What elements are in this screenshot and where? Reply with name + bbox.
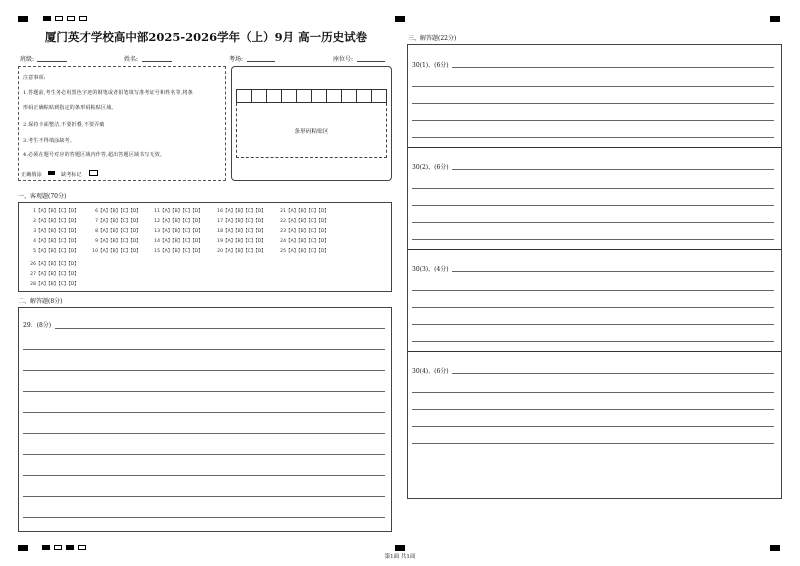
notice-box bbox=[18, 66, 226, 181]
answer-options[interactable]: 【A】【B】【C】【D】 bbox=[36, 262, 79, 267]
answer-options[interactable]: 【A】【B】【C】【D】 bbox=[98, 209, 141, 214]
answer-line[interactable] bbox=[23, 433, 385, 434]
question-number: 22 bbox=[280, 219, 286, 224]
answer-options[interactable]: 【A】【B】【C】【D】 bbox=[36, 272, 79, 277]
answer-line[interactable] bbox=[412, 239, 774, 240]
objective-question-row[interactable] bbox=[151, 248, 203, 254]
subquestion-label: 30(2)、(6分) bbox=[412, 164, 449, 171]
answer-options[interactable]: 【A】【B】【C】【D】 bbox=[36, 229, 79, 234]
objective-question-row[interactable] bbox=[27, 218, 79, 224]
objective-answer-box bbox=[18, 202, 392, 292]
name-label: 姓名: bbox=[124, 56, 139, 63]
objective-question-row[interactable] bbox=[214, 238, 266, 244]
registration-mark-bottom-left bbox=[18, 545, 28, 551]
answer-line[interactable] bbox=[452, 271, 774, 272]
class-field[interactable] bbox=[37, 61, 67, 62]
objective-question-row[interactable] bbox=[277, 248, 329, 254]
answer-options[interactable]: 【A】【B】【C】【D】 bbox=[98, 219, 141, 224]
registration-mark-bottom-right bbox=[770, 545, 780, 551]
question-number: 5 bbox=[33, 249, 36, 254]
answer-line[interactable] bbox=[412, 222, 774, 223]
answer-options[interactable]: 【A】【B】【C】【D】 bbox=[160, 209, 203, 214]
answer-line[interactable] bbox=[23, 454, 385, 455]
answer-line[interactable] bbox=[23, 496, 385, 497]
answer-line[interactable] bbox=[452, 373, 774, 374]
section2-title: 二、解答题(8分) bbox=[18, 298, 63, 305]
answer-options[interactable]: 【A】【B】【C】【D】 bbox=[223, 209, 266, 214]
answer-options[interactable]: 【A】【B】【C】【D】 bbox=[160, 229, 203, 234]
id-number-grid[interactable] bbox=[236, 89, 387, 103]
question-number: 12 bbox=[154, 219, 160, 224]
answer-line[interactable] bbox=[412, 426, 774, 427]
objective-question-row[interactable] bbox=[277, 218, 329, 224]
objective-question-row[interactable] bbox=[27, 281, 79, 287]
answer-options[interactable]: 【A】【B】【C】【D】 bbox=[286, 229, 329, 234]
question-number: 9 bbox=[95, 239, 98, 244]
question-number: 1 bbox=[33, 209, 36, 214]
question-number: 8 bbox=[95, 229, 98, 234]
answer-line[interactable] bbox=[412, 205, 774, 206]
answer-line[interactable] bbox=[412, 392, 774, 393]
page-code-square bbox=[54, 545, 62, 550]
answer-line[interactable] bbox=[412, 137, 774, 138]
answer-options[interactable]: 【A】【B】【C】【D】 bbox=[223, 239, 266, 244]
answer-options[interactable]: 【A】【B】【C】【D】 bbox=[36, 239, 79, 244]
answer-options[interactable]: 【A】【B】【C】【D】 bbox=[160, 219, 203, 224]
exam-title: 厦门英才学校高中部2025-2026学年（上）9月 高一历史试卷 bbox=[44, 30, 368, 44]
answer-line[interactable] bbox=[412, 307, 774, 308]
question-number: 3 bbox=[33, 229, 36, 234]
absent-mark-label: 缺考标记 bbox=[61, 172, 82, 178]
objective-question-row[interactable] bbox=[89, 208, 141, 214]
section1-title: 一、客观题(70分) bbox=[18, 193, 67, 200]
answer-options[interactable]: 【A】【B】【C】【D】 bbox=[36, 219, 79, 224]
question-number: 13 bbox=[154, 229, 160, 234]
objective-question-row[interactable] bbox=[89, 228, 141, 234]
question-number: 20 bbox=[217, 249, 223, 254]
objective-question-row[interactable] bbox=[277, 238, 329, 244]
seat-number-label: 座位号: bbox=[333, 56, 354, 63]
question-number: 27 bbox=[30, 272, 36, 277]
registration-mark-bottom-middle bbox=[395, 545, 405, 551]
barcode-box bbox=[231, 66, 392, 181]
objective-question-row[interactable] bbox=[214, 228, 266, 234]
question-number: 6 bbox=[95, 209, 98, 214]
objective-question-row[interactable] bbox=[27, 238, 79, 244]
question-number: 23 bbox=[280, 229, 286, 234]
page-footer: 第1面 共1面 bbox=[384, 554, 416, 560]
question-number: 25 bbox=[280, 249, 286, 254]
answer-line[interactable] bbox=[23, 370, 385, 371]
answer-options[interactable]: 【A】【B】【C】【D】 bbox=[286, 239, 329, 244]
answer-options[interactable]: 【A】【B】【C】【D】 bbox=[223, 219, 266, 224]
page-code-square bbox=[43, 16, 51, 21]
answer-options[interactable]: 【A】【B】【C】【D】 bbox=[286, 249, 329, 254]
page-code-square bbox=[79, 16, 87, 21]
answer-line[interactable] bbox=[412, 188, 774, 189]
question-number: 10 bbox=[92, 249, 98, 254]
barcode-paste-area bbox=[236, 103, 387, 158]
answer-line[interactable] bbox=[412, 409, 774, 410]
answer-line[interactable] bbox=[412, 86, 774, 87]
objective-question-row[interactable] bbox=[214, 248, 266, 254]
q29-label: 29．(8分) bbox=[23, 322, 52, 329]
seat-number-field[interactable] bbox=[357, 61, 385, 62]
objective-question-row[interactable] bbox=[27, 248, 79, 254]
question-number: 28 bbox=[30, 282, 36, 287]
page-code-square bbox=[55, 16, 63, 21]
question-number: 17 bbox=[217, 219, 223, 224]
question-number: 15 bbox=[154, 249, 160, 254]
objective-question-row[interactable] bbox=[89, 238, 141, 244]
section3-title: 三、解答题(22分) bbox=[408, 35, 457, 42]
q30-answer-box bbox=[407, 44, 782, 499]
answer-line[interactable] bbox=[412, 120, 774, 121]
objective-question-row[interactable] bbox=[214, 208, 266, 214]
question-number: 16 bbox=[217, 209, 223, 214]
notice-item: 4.必须在题号对应的答题区域内作答,超出答题区域书写无效。 bbox=[23, 152, 166, 158]
objective-question-row[interactable] bbox=[277, 208, 329, 214]
objective-question-row[interactable] bbox=[27, 208, 79, 214]
notice-item: 3.考生不得填涂缺考。 bbox=[23, 138, 75, 144]
objective-question-row[interactable] bbox=[27, 271, 79, 277]
answer-options[interactable]: 【A】【B】【C】【D】 bbox=[98, 249, 141, 254]
answer-options[interactable]: 【A】【B】【C】【D】 bbox=[160, 249, 203, 254]
answer-line[interactable] bbox=[23, 412, 385, 413]
objective-question-row[interactable] bbox=[151, 228, 203, 234]
objective-question-row[interactable] bbox=[89, 248, 141, 254]
notice-item: 1.答题前,考生务必用黑色字迹的钢笔或者铅笔填写准考证号和姓名等,将条 bbox=[23, 90, 193, 96]
registration-mark-top-left bbox=[18, 16, 28, 22]
name-field[interactable] bbox=[142, 61, 172, 62]
answer-options[interactable]: 【A】【B】【C】【D】 bbox=[223, 249, 266, 254]
subquestion-divider bbox=[408, 351, 781, 352]
answer-line[interactable] bbox=[412, 443, 774, 444]
page-code-square bbox=[42, 545, 50, 550]
question-number: 26 bbox=[30, 262, 36, 267]
objective-question-row[interactable] bbox=[151, 238, 203, 244]
answer-line[interactable] bbox=[412, 103, 774, 104]
subquestion-divider bbox=[408, 147, 781, 148]
notice-heading: 注意事项: bbox=[23, 75, 46, 81]
answer-options[interactable]: 【A】【B】【C】【D】 bbox=[160, 239, 203, 244]
notice-item: 形码正确粘贴到指定的条形码粘贴区域。 bbox=[23, 105, 117, 111]
answer-options[interactable]: 【A】【B】【C】【D】 bbox=[223, 229, 266, 234]
registration-mark-top-right bbox=[770, 16, 780, 22]
answer-line[interactable] bbox=[23, 475, 385, 476]
answer-options[interactable]: 【A】【B】【C】【D】 bbox=[98, 239, 141, 244]
answer-line[interactable] bbox=[412, 290, 774, 291]
answer-line[interactable] bbox=[23, 517, 385, 518]
page-code-square bbox=[67, 16, 75, 21]
answer-line[interactable] bbox=[452, 67, 774, 68]
objective-question-row[interactable] bbox=[214, 218, 266, 224]
objective-question-row[interactable] bbox=[27, 228, 79, 234]
answer-line[interactable] bbox=[412, 341, 774, 342]
answer-line[interactable] bbox=[55, 328, 385, 329]
question-number: 2 bbox=[33, 219, 36, 224]
objective-question-row[interactable] bbox=[27, 261, 79, 267]
subquestion-label: 30(1)、(6分) bbox=[412, 62, 449, 69]
answer-line[interactable] bbox=[23, 391, 385, 392]
q29-answer-box bbox=[18, 307, 392, 532]
objective-question-row[interactable] bbox=[89, 218, 141, 224]
exam-room-label: 考场: bbox=[229, 56, 244, 63]
subquestion-divider bbox=[408, 249, 781, 250]
answer-line[interactable] bbox=[412, 324, 774, 325]
page-code-square bbox=[66, 545, 74, 550]
class-label: 班级: bbox=[20, 56, 35, 63]
registration-mark-top-middle bbox=[395, 16, 405, 22]
question-number: 14 bbox=[154, 239, 160, 244]
question-number: 18 bbox=[217, 229, 223, 234]
answer-line[interactable] bbox=[23, 349, 385, 350]
answer-options[interactable]: 【A】【B】【C】【D】 bbox=[286, 219, 329, 224]
objective-question-row[interactable] bbox=[151, 218, 203, 224]
question-number: 7 bbox=[95, 219, 98, 224]
page-code-square bbox=[78, 545, 86, 550]
answer-options[interactable]: 【A】【B】【C】【D】 bbox=[286, 209, 329, 214]
absent-mark-box[interactable] bbox=[89, 170, 98, 176]
correct-fill-sample bbox=[48, 171, 55, 175]
question-number: 24 bbox=[280, 239, 286, 244]
barcode-label: 条形码粘贴区 bbox=[294, 129, 329, 135]
notice-item: 2.保持卡面整洁,不要折叠,不要弄破 bbox=[23, 122, 105, 128]
answer-options[interactable]: 【A】【B】【C】【D】 bbox=[36, 282, 79, 287]
answer-options[interactable]: 【A】【B】【C】【D】 bbox=[98, 229, 141, 234]
answer-options[interactable]: 【A】【B】【C】【D】 bbox=[36, 209, 79, 214]
question-number: 4 bbox=[33, 239, 36, 244]
subquestion-label: 30(3)、(4分) bbox=[412, 266, 449, 273]
question-number: 11 bbox=[154, 209, 160, 214]
answer-line[interactable] bbox=[452, 169, 774, 170]
objective-question-row[interactable] bbox=[151, 208, 203, 214]
exam-room-field[interactable] bbox=[247, 61, 275, 62]
subquestion-label: 30(4)、(6分) bbox=[412, 368, 449, 375]
answer-options[interactable]: 【A】【B】【C】【D】 bbox=[36, 249, 79, 254]
question-number: 21 bbox=[280, 209, 286, 214]
objective-question-row[interactable] bbox=[277, 228, 329, 234]
correct-fill-label: 正确填涂 bbox=[21, 172, 42, 178]
question-number: 19 bbox=[217, 239, 223, 244]
